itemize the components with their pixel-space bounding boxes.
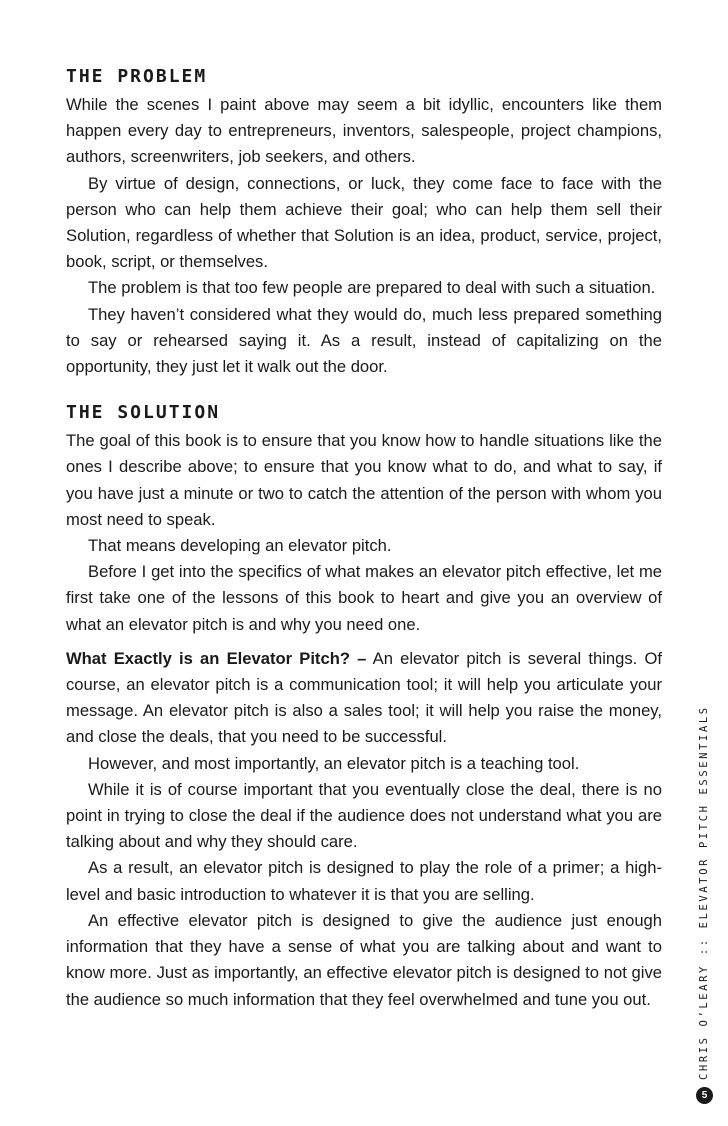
section-heading-problem: THE PROBLEM xyxy=(66,66,208,87)
solution-paragraph-1: The goal of this book is to ensure that you know how to handle situations like the ones I describe above; to ensure that you know what to do, and what to say, if you have just a minute or two to catch the attention of the person with whom you most need to speak. xyxy=(66,431,662,529)
solution-paragraph-3: Before I get into the specifics of what makes an elevator pitch effective, let me first take one of the lessons of this book to heart and give you an overview of what an elevator pitch is and why you need one. xyxy=(66,562,662,634)
solution-paragraph-2: That means developing an elevator pitch. xyxy=(88,536,392,556)
problem-paragraph-3: The problem is that too few people are prepared to deal with such a situation. xyxy=(88,278,656,298)
problem-paragraph-1: While the scenes I paint above may seem a bit idyllic, encounters like them happen every day to entrepreneurs, inventors, salespeople, project champions, authors, screenwriters, job seekers, and others. xyxy=(66,95,662,167)
running-title: CHRIS O’LEARY :: ELEVATOR PITCH ESSENTIALS xyxy=(698,705,710,1080)
page-body xyxy=(66,62,662,1013)
section-heading-solution: THE SOLUTION xyxy=(66,402,221,424)
problem-paragraph-4: They haven’t considered what they would do, much less prepared something to say or rehearsed saying it. As a result, instead of capitalizing on the opportunity, they just let it walk out the door. xyxy=(66,304,662,377)
problem-paragraph-2: By virtue of design, connections, or luck, they come face to face with the person who can help them achieve their goal; who can help them sell their Solution, regardless of whether that Solution is an idea, product, service, project, book, script, or themselves. xyxy=(66,173,662,272)
page-number-badge: 5 xyxy=(696,1087,713,1104)
solution-paragraph-6: While it is of course important that you eventually close the deal, there is no point in trying to close the deal if the audience does not understand what you are talking about and why they should care. xyxy=(66,779,662,852)
run-in-heading: What Exactly is an Elevator Pitch? – xyxy=(66,648,367,668)
solution-paragraph-8: An effective elevator pitch is designed to give the audience just enough information that they have a sense of what you are talking about and want to know more. Just as importantly, an effective elevator pitch is designed to not give the audience so much information that they feel overwhelmed and tune you out. xyxy=(66,910,662,1009)
solution-paragraph-7: As a result, an elevator pitch is designed to play the role of a primer; a high-level and basic introduction to whatever it is that you are selling. xyxy=(66,858,662,904)
elevator-pitch-definition-paragraph xyxy=(66,646,662,751)
running-title-tab xyxy=(694,705,714,1097)
run-in-text: An elevator pitch is several things. Of course, an elevator pitch is a communication tool; it will help you articulate your message. An elevator pitch is also a sales tool; it will help you raise the money, and close the deals, that you need to be successful. xyxy=(66,648,662,747)
solution-paragraph-5: However, and most importantly, an elevator pitch is a teaching tool. xyxy=(88,753,580,773)
